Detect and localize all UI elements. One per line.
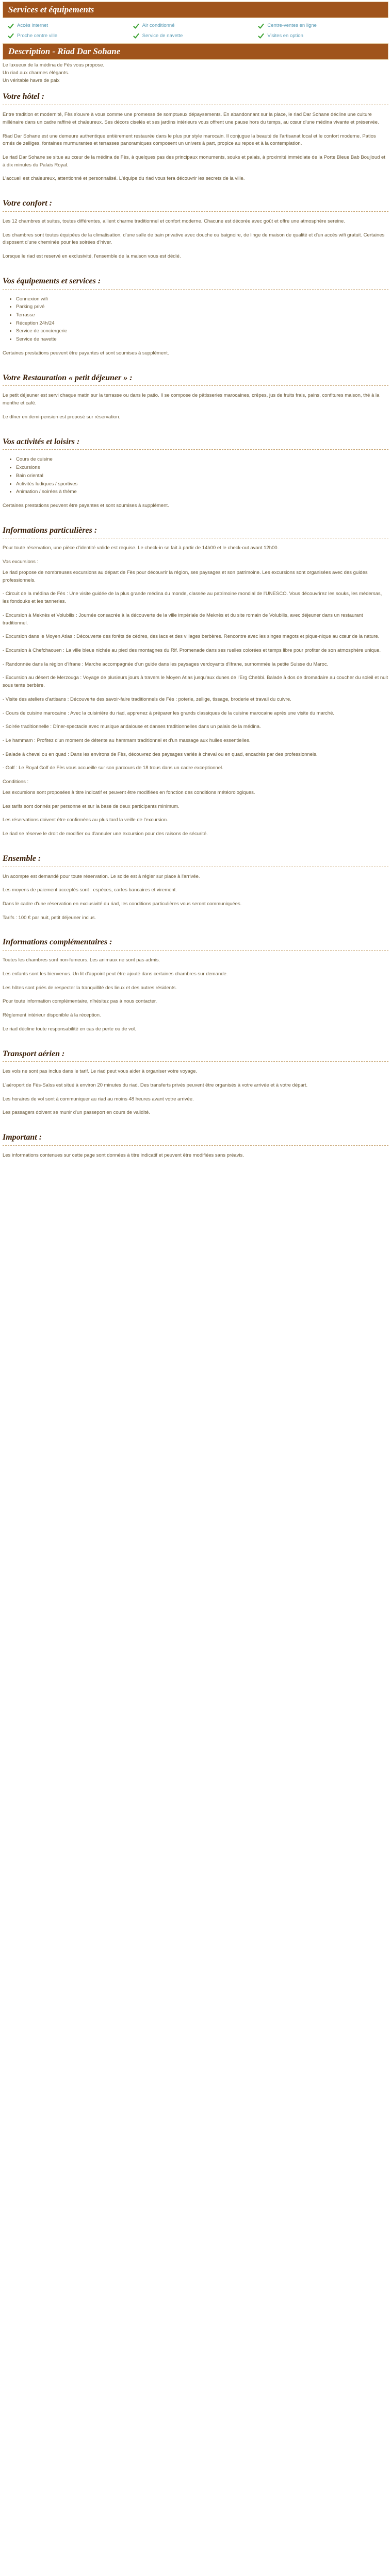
complementary-heading: Informations complémentaires : (3, 938, 112, 947)
service-label: Proche centre ville (17, 33, 58, 39)
practical-intro: Pour toute réservation, une pièce d'identité valide est requise. Le check-in se fait à partir de 14h00 et le check-out avant 12h00. (3, 545, 279, 551)
important-heading: Important : (3, 1133, 42, 1142)
excursion-item: - Le hammam : Profitez d'un moment de détente au hammam traditionnel et d'un massage aux huiles essentielles. (3, 737, 251, 743)
transport-paragraph: Les passagers doivent se munir d'un passeport en cours de validité. (3, 1110, 150, 1116)
excursion-item: - Excursion à Chefchaouen : La ville bleue nichée au pied des montagnes du Rif. Promenade dans ses ruelles colorées et temps libre pour profiter de son atmosphère unique. (3, 647, 381, 653)
complementary-paragraph: Le riad décline toute responsabilité en cas de perte ou de vol. (3, 1026, 136, 1032)
equipment-item: • Parking privé (16, 303, 388, 311)
service-label: Air conditionné (142, 23, 175, 29)
condition-item: Les réservations doivent être confirmées au plus tard la veille de l'excursion. (3, 817, 168, 823)
equipment-item: • Service de navette (16, 336, 388, 344)
section-divider (3, 1145, 388, 1146)
transport-paragraph: Les vols ne sont pas inclus dans le tarif. Le riad peut vous aider à organiser votre voyage. (3, 1069, 198, 1075)
intro-line: Un riad aux charmes élégants. (3, 70, 69, 76)
complementary-paragraph: Toutes les chambres sont non-fumeurs. Les animaux ne sont pas admis. (3, 957, 160, 963)
excursions-heading: Vos excursions : (3, 559, 39, 565)
activities-list (3, 456, 388, 496)
activity-item: • Bain oriental (16, 472, 388, 480)
service-label: Visites en option (267, 33, 303, 39)
section-divider (3, 449, 388, 450)
service-label: Accès internet (17, 23, 48, 29)
condition-item: Les excursions sont proposées à titre indicatif et peuvent être modifiées en fonction des conditions météorologiques. (3, 789, 255, 795)
check-icon (133, 33, 139, 39)
comfort-paragraph: Les 12 chambres et suites, toutes différentes, allient charme traditionnel et confort moderne. Chacune est décorée avec goût et offre une atmosphère sereine. (3, 218, 345, 224)
services-section-title: Services et équipements (3, 2, 388, 18)
check-icon (258, 23, 264, 29)
section-divider (3, 385, 388, 386)
comfort-paragraph: Les chambres sont toutes équipées de la climatisation, d'une salle de bain privative avec douche ou baignoire, de linge de maison de qualité et d'un accès wifi gratuit. Certaines disposent d'une cheminée pour les soirées d'hiver. (3, 232, 385, 246)
check-icon (8, 23, 14, 29)
excursion-item: - Visite des ateliers d'artisans : Découverte des savoir-faire traditionnels de Fès : poterie, zellige, tissage, broderie et travail du cuivre. (3, 696, 291, 702)
restaurant-heading: Votre Restauration « petit déjeuner » : (3, 373, 133, 382)
activity-item: • Excursions (16, 464, 388, 472)
service-internet (8, 22, 133, 30)
excursion-item: - Soirée traditionnelle : Dîner-spectacle avec musique andalouse et danses traditionnelles dans un palais de la médina. (3, 724, 261, 730)
complementary-paragraph: Règlement intérieur disponible à la réception. (3, 1012, 101, 1019)
transport-paragraph: Les horaires de vol sont à communiquer au riad au moins 48 heures avant votre arrivée. (3, 1096, 194, 1102)
restaurant-paragraph: Le petit déjeuner est servi chaque matin sur la terrasse ou dans le patio. Il se compose de pâtisseries marocaines, crêpes, jus de fruits frais, pains, confitures maison, thé à la menthe et café. (3, 393, 380, 406)
activity-item: • Cours de cuisine (16, 456, 388, 464)
comfort-paragraph: Lorsque le riad est reservé en exclusivité, l'ensemble de la maison vous est dédié. (3, 253, 181, 260)
equipment-item: • Connexion wifi (16, 296, 388, 303)
practical-closing: Le riad se réserve le droit de modifier ou d'annuler une excursion pour des raisons de sécurité. (3, 831, 208, 837)
description-paragraph: L'accueil est chaleureux, attentionné et personnalisé. L'équipe du riad vous fera découvrir les secrets de la ville. (3, 176, 245, 182)
description-intro (3, 62, 388, 84)
conditions-heading: Conditions : (3, 779, 29, 785)
deposit-paragraph: Un acompte est demandé pour toute réservation. Le solde est à régler sur place à l'arrivée. (3, 873, 200, 879)
excursion-item: - Balade à cheval ou en quad : Dans les environs de Fès, découvrez des paysages variés à cheval ou en quad, encadrés par des professionnels. (3, 751, 318, 757)
description-paragraph: Entre tradition et modernité, Fès s'ouvre à vous comme une promesse de somptueux dépaysements. En abandonnant sur la place, le riad Dar Sohane décline une culture millénaire dans un cadre raffiné et chaleureux. Ses décors ciselés et ses jardins intérieurs vous offrent une pause hors du temps, au cœur d'une médina vivante et préservée. (3, 112, 379, 125)
equipment-heading: Vos équipements et services : (3, 276, 101, 285)
page (0, 0, 391, 1176)
section-divider (3, 1061, 388, 1062)
comfort-heading: Votre confort : (3, 199, 52, 208)
service-optional-visits (258, 32, 383, 40)
complementary-paragraph: Les enfants sont les bienvenus. Un lit d'appoint peut être ajouté dans certaines chambres sur demande. (3, 971, 228, 977)
transport-heading: Transport aérien : (3, 1049, 65, 1058)
deposit-heading: Ensemble : (3, 854, 41, 863)
activity-item: • Activités ludiques / sportives (16, 481, 388, 488)
section-divider (3, 211, 388, 212)
equipment-item: • Réception 24h/24 (16, 320, 388, 328)
condition-item: Les tarifs sont donnés par personne et sur la base de deux participants minimum. (3, 803, 180, 809)
equipment-item: • Terrasse (16, 312, 388, 319)
check-icon (133, 23, 139, 29)
excursion-item: - Circuit de la médina de Fès : Une visite guidée de la plus grande médina du monde, classée au patrimoine mondial de l'UNESCO. Vous découvrirez les souks, les médersas, les fondouks et les tanneries. (3, 591, 382, 605)
check-icon (258, 33, 264, 39)
deposit-paragraph: Dans le cadre d'une réservation en exclusivité du riad, les conditions particulières vous seront communiquées. (3, 901, 242, 907)
practical-heading: Informations particulières : (3, 526, 97, 535)
deposit-paragraph: Les moyens de paiement acceptés sont : espèces, cartes bancaires et virement. (3, 887, 177, 893)
hotel-heading: Votre hôtel : (3, 92, 44, 101)
complementary-paragraph: Pour toute information complémentaire, n'hésitez pas à nous contacter. (3, 998, 157, 1005)
service-near-city-centre (8, 32, 133, 40)
description-paragraph: Le riad Dar Sohane se situe au cœur de la médina de Fès, à quelques pas des principaux monuments, souks et palais, à proximité immédiate de la Porte Bleue Bab Boujloud et à dix minutes du Palais Royal. (3, 154, 385, 168)
excursion-item: - Cours de cuisine marocaine : Avec la cuisinière du riad, apprenez à préparer les grands classiques de la cuisine marocaine après une visite du marché. (3, 710, 334, 716)
excursions-intro: Le riad propose de nombreuses excursions au départ de Fès pour découvrir la région, ses paysages et son patrimoine. Les excursions sont organisées avec des guides professionnels. (3, 569, 368, 583)
excursion-item: - Excursion à Meknès et Volubilis : Journée consacrée à la découverte de la ville impériale de Meknès et du site romain de Volubilis, avec déjeuner dans un restaurant traditionnel. (3, 612, 363, 626)
activity-item: • Animation / soirées à thème (16, 488, 388, 496)
intro-line: Le luxueux de la médina de Fès vous propose. (3, 62, 104, 69)
activities-heading: Vos activités et loisirs : (3, 437, 80, 446)
important-paragraph: Les informations contenues sur cette page sont données à titre indicatif et peuvent être modifiées sans préavis. (3, 1152, 244, 1158)
section-divider (3, 950, 388, 951)
check-icon (8, 33, 14, 39)
equipment-item: • Service de conciergerie (16, 328, 388, 335)
restaurant-paragraph: Le dîner en demi-pension est proposé sur réservation. (3, 414, 121, 420)
description-paragraph: Riad Dar Sohane est une demeure authentique entièrement restaurée dans le plus pur style marocain. Il conjugue la beauté de l'artisanat local et le confort moderne. Patios ornés de zelliges, fontaines murmurantes et terrasses panoramiques composent un univers à part, propice au repos et à la contemplation. (3, 133, 376, 147)
complementary-paragraph: Les hôtes sont priés de respecter la tranquillité des lieux et des autres résidents. (3, 985, 177, 991)
equipment-list (3, 296, 388, 344)
service-label: Centre-ventes en ligne (267, 23, 317, 29)
equipment-note: Certaines prestations peuvent être payantes et sont soumises à supplément. (3, 350, 169, 356)
intro-line: Un véritable havre de paix (3, 77, 60, 83)
section-divider (3, 289, 388, 290)
excursion-item: - Excursion dans le Moyen Atlas : Découverte des forêts de cèdres, des lacs et des villages berbères. Rencontre avec les singes magots et pique-nique au cœur de la nature. (3, 634, 380, 640)
excursion-item: - Randonnée dans la région d'Ifrane : Marche accompagnée d'un guide dans les paysages verdoyants d'Ifrane, surnommée la petite Suisse du Maroc. (3, 661, 329, 667)
deposit-paragraph: Tarifs : 100 € par nuit, petit déjeuner inclus. (3, 914, 96, 921)
transport-paragraph: L'aéroport de Fès-Saïss est situé à environ 20 minutes du riad. Des transferts privés peuvent être organisés à votre arrivée et à votre départ. (3, 1082, 308, 1089)
description-section-title: Description - Riad Dar Sohane (3, 43, 388, 60)
services-grid (3, 20, 388, 43)
activities-note: Certaines prestations peuvent être payantes et sont soumises à supplément. (3, 502, 169, 509)
service-shuttle (133, 32, 258, 40)
service-air-conditioning (133, 22, 258, 30)
excursion-item: - Golf : Le Royal Golf de Fès vous accueille sur son parcours de 18 trous dans un cadre exceptionnel. (3, 765, 223, 771)
service-label: Service de navette (142, 33, 183, 39)
service-online-sales (258, 22, 383, 30)
excursion-item: - Excursion au désert de Merzouga : Voyage de plusieurs jours à travers le Moyen Atlas jusqu'aux dunes de l'Erg Chebbi. Balade à dos de dromadaire au coucher du soleil et nuit sous tente berbère. (3, 675, 388, 689)
